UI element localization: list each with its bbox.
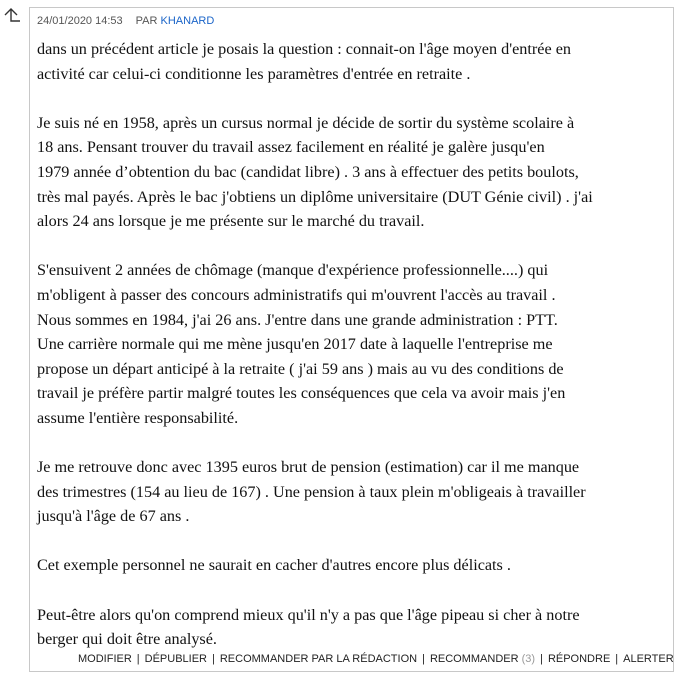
comment-line: activité car celui-ci conditionne les paramètres d'entrée en retraite .	[37, 64, 471, 83]
comment-paragraph	[37, 455, 667, 529]
comment-line: Une carrière normale qui me mène jusqu'en 2017 date à laquelle l'entreprise me	[37, 335, 553, 354]
depublier-button[interactable]: DÉPUBLIER	[144, 653, 207, 665]
comment-body	[37, 37, 667, 652]
comment-line: jusqu'à l'âge de 67 ans .	[37, 507, 190, 526]
comment-line: alors 24 ans lorsque je me présente sur le marché du travail.	[37, 212, 425, 231]
recommander-count: (3)	[521, 653, 536, 665]
modifier-button[interactable]: MODIFIER	[78, 653, 132, 665]
by-label: PAR	[135, 15, 158, 27]
comment-paragraph	[37, 258, 667, 430]
comment-date: 24/01/2020 14:53	[37, 15, 123, 27]
recommander-button[interactable]	[430, 653, 535, 665]
divider: |	[540, 653, 543, 665]
comment-line: berger qui doit être analysé.	[37, 630, 217, 649]
divider: |	[615, 653, 619, 665]
comment-line: m'obligent à passer des concours administratifs qui m'ouvrent l'accès au travail .	[37, 285, 556, 304]
comment-line: des trimestres (154 au lieu de 167) . Une pension à taux plein m'obligeais à travailler	[37, 482, 586, 501]
comment-line: dans un précédent article je posais la question : connait-on l'âge moyen d'entrée en	[37, 40, 571, 58]
comment-box	[29, 7, 674, 672]
reply-arrow-icon	[3, 6, 23, 30]
comment-meta	[37, 15, 214, 27]
alerter-button[interactable]: ALERTER	[623, 653, 674, 665]
comment-line: Je me retrouve donc avec 1395 euros brut de pension (estimation) car il me manque	[37, 458, 580, 477]
repondre-button[interactable]: RÉPONDRE	[547, 653, 611, 665]
comment-paragraph	[37, 553, 667, 578]
comment-line: Nous sommes en 1984, j'ai 26 ans. J'entre dans une grande administration : PTT.	[37, 310, 558, 329]
comment-line: Je suis né en 1958, après un cursus normal je décide de sortir du système scolaire à	[37, 113, 575, 132]
recommander-redaction-button[interactable]: RECOMMANDER PAR LA RÉDACTION	[219, 653, 418, 665]
comment-line: S'ensuivent 2 années de chômage (manque d'expérience professionnelle....) qui	[37, 261, 549, 280]
divider: |	[422, 653, 425, 665]
comment-paragraph	[37, 37, 667, 86]
comment-line: Cet exemple personnel ne saurait en cacher d'autres encore plus délicats .	[37, 556, 511, 575]
divider: |	[212, 653, 215, 665]
comment-paragraph	[37, 603, 667, 652]
comment-line: assume l'entière responsabilité.	[37, 408, 239, 427]
divider: |	[136, 653, 140, 665]
comment-line: 1979 année d’obtention du bac (candidat libre) . 3 ans à effectuer des petits boulots,	[37, 162, 579, 181]
comment-line: très mal payés. Après le bac j'obtiens un diplôme universitaire (DUT Génie civil) . j'ai	[37, 187, 593, 206]
comment-line: travail je préfère partir malgré toutes les conséquences que cela va avoir mais j'en	[37, 384, 566, 403]
comment-line: propose un départ anticipé à la retraite ( j'ai 59 ans ) mais au vu des conditions de	[37, 359, 564, 378]
comment-line: Peut-être alors qu'on comprend mieux qu'il n'y a pas que l'âge pipeau si cher à notre	[37, 605, 580, 624]
author-link[interactable]: KHANARD	[160, 15, 215, 27]
comment-actions	[78, 653, 674, 665]
comment-line: 18 ans. Pensant trouver du travail assez facilement en réalité je galère jusqu'en	[37, 138, 545, 157]
comment-paragraph	[37, 111, 667, 234]
recommander-label: RECOMMANDER	[429, 653, 519, 665]
